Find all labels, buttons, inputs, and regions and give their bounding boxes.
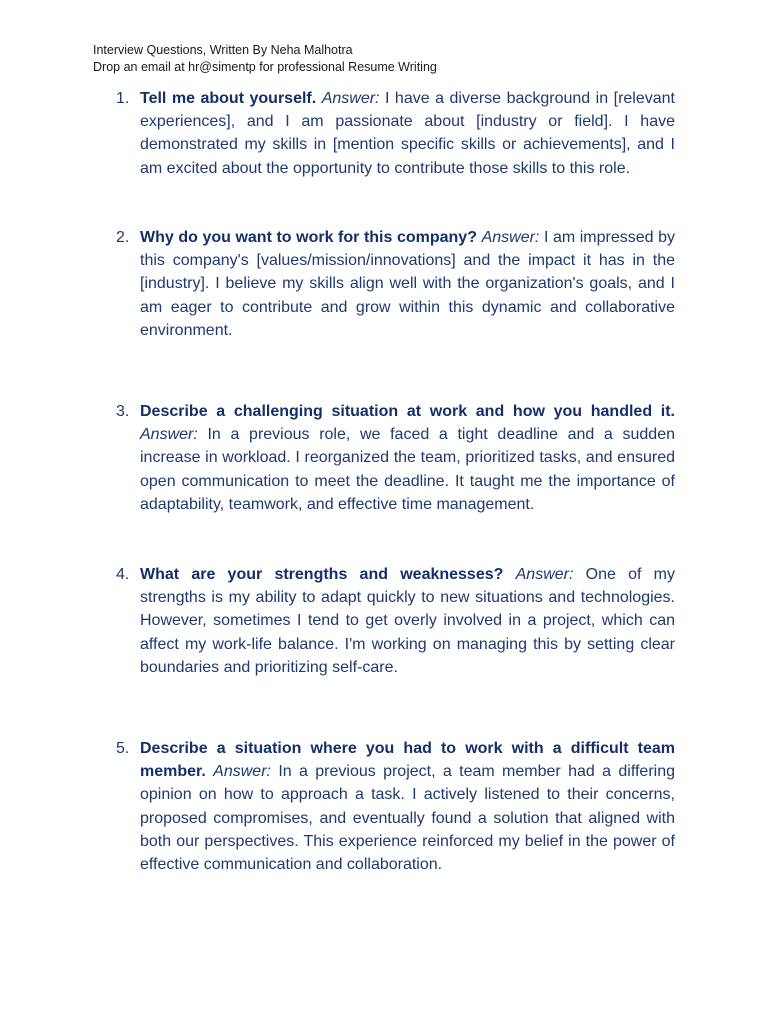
answer-text: In a previous project, a team member had a differing opinion on how to approach a task. I actively listened to their concerns, proposed compromises, and eventually found a solution that aligned with both our perspectives. This experience reinforced my belief in the power of effective communication and collaboration.: [140, 763, 676, 874]
list-item: [116, 737, 676, 876]
item-number: 2.: [116, 229, 130, 246]
header-title: Interview Questions, Written By Neha Malhotra: [93, 43, 353, 57]
answer-text: In a previous role, we faced a tight deadline and a sudden increase in workload. I reorganized the team, prioritized tasks, and ensured open communication to meet the deadline. It taught me the importance of adaptability, teamwork, and effective time management.: [140, 426, 675, 513]
item-number: 3.: [116, 403, 130, 420]
item-number: 4.: [116, 566, 130, 583]
list-item: [116, 400, 675, 516]
list-item: [116, 87, 675, 180]
answer-label: Answer:: [515, 566, 574, 583]
answer-label: Answer:: [213, 763, 271, 781]
question-text: What are your strengths and weaknesses?: [140, 566, 504, 583]
question-text: Describe a challenging situation at work and how you handled it.: [140, 403, 675, 420]
answer-label: Answer:: [481, 229, 540, 246]
answer-text: I am impressed by this company's [values/mission/innovations] and the impact it has in the [industry]. I believe my skills align well with the organization's goals, and I am eager to contribute and grow within this dynamic and collaborative environment.: [140, 229, 676, 339]
item-number: 1.: [116, 90, 130, 107]
header-contact: Drop an email at hr@simentp for professional Resume Writing: [93, 60, 437, 74]
item-number: 5.: [116, 740, 130, 757]
page-header: [93, 42, 437, 76]
answer-text: I have a diverse background in [relevant experiences], and I am passionate about [industry or field]. I have demonstrated my skills in [mention specific skills or achievements], and I am excited about the opportunity to contribute those skills to this role.: [140, 90, 675, 177]
question-text: Why do you want to work for this company?: [140, 229, 477, 246]
answer-label: Answer:: [321, 90, 380, 107]
list-item: [116, 563, 675, 679]
answer-label: Answer:: [140, 426, 198, 444]
answer-text: One of my strengths is my ability to adapt quickly to new situations and technologies. However, sometimes I tend to get overly involved in a project, which can affect my work-life balance. I'm working on managing this by setting clear boundaries and prioritizing self-care.: [140, 566, 675, 676]
question-text: Describe a situation where you had to work with a difficult team member.: [140, 740, 675, 781]
question-text: Tell me about yourself.: [140, 90, 317, 107]
list-item: [116, 226, 676, 342]
